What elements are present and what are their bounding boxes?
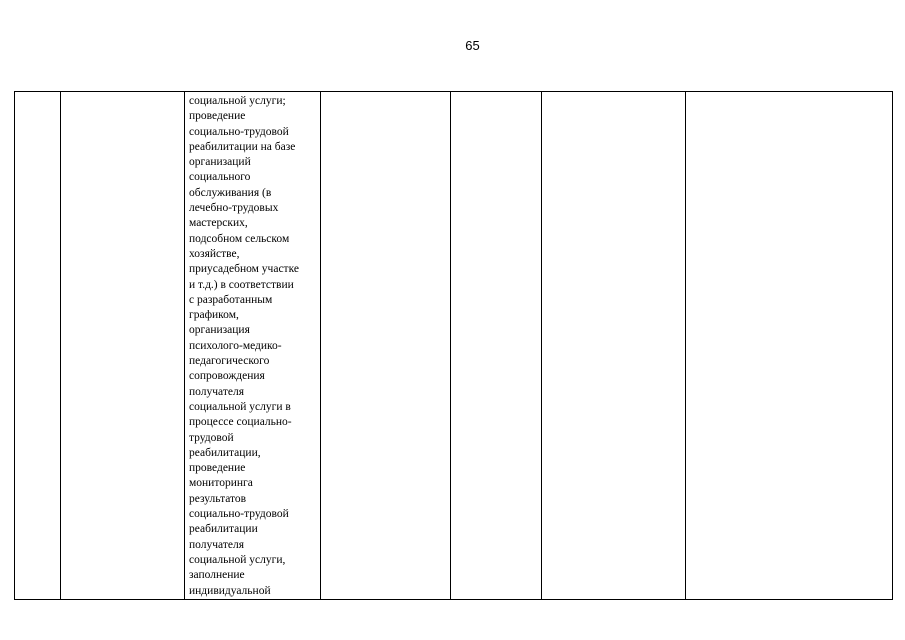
description-line: педагогического [189,355,270,368]
description-line: организаций [189,156,251,169]
description-line: лечебно-трудовых [189,202,279,215]
service-table [14,91,893,600]
description-line: социально-трудовой [189,125,289,138]
table-cell-empty [686,92,893,600]
table-cell-empty [542,92,686,600]
description-line: психолого-медико- [189,339,282,352]
description-line: социальной услуги в [189,400,291,413]
description-line: процессе социально- [189,416,292,429]
description-line: графиком, [189,309,239,322]
table-row [15,92,893,600]
description-line: подсобном сельском [189,232,290,245]
table-cell-service-name [61,92,185,600]
description-line: получателя [189,538,244,551]
description-line: индивидуальной [189,584,271,597]
description-line: проведение [189,462,246,475]
description-line: реабилитации на базе [189,140,296,153]
description-line: трудовой [189,431,234,444]
description-line: социального [189,171,251,184]
service-description-text [185,92,320,599]
description-line: сопровождения [189,370,265,383]
table-cell-empty [451,92,542,600]
description-line: мастерских, [189,217,248,230]
description-line: и т.д.) в соответствии [189,278,294,291]
description-line: мониторинга [189,477,253,490]
table-cell-number [15,92,61,600]
page-number: 65 [465,38,480,53]
description-line: реабилитации, [189,446,261,459]
description-line: получателя [189,385,244,398]
description-line: реабилитации [189,523,258,536]
table-cell-empty [321,92,451,600]
description-line: хозяйстве, [189,247,240,260]
description-line: приусадебном участке [189,263,299,276]
description-line: социальной услуги, [189,553,286,566]
description-line: с разработанным [189,293,273,306]
table-cell-service-description [185,92,321,600]
description-line: результатов [189,492,247,505]
description-line: проведение [189,110,246,123]
description-line: социальной услуги; [189,95,286,107]
description-line: социально-трудовой [189,508,289,521]
description-line: заполнение [189,569,245,582]
description-line: организация [189,324,250,337]
description-line: обслуживания (в [189,186,272,199]
